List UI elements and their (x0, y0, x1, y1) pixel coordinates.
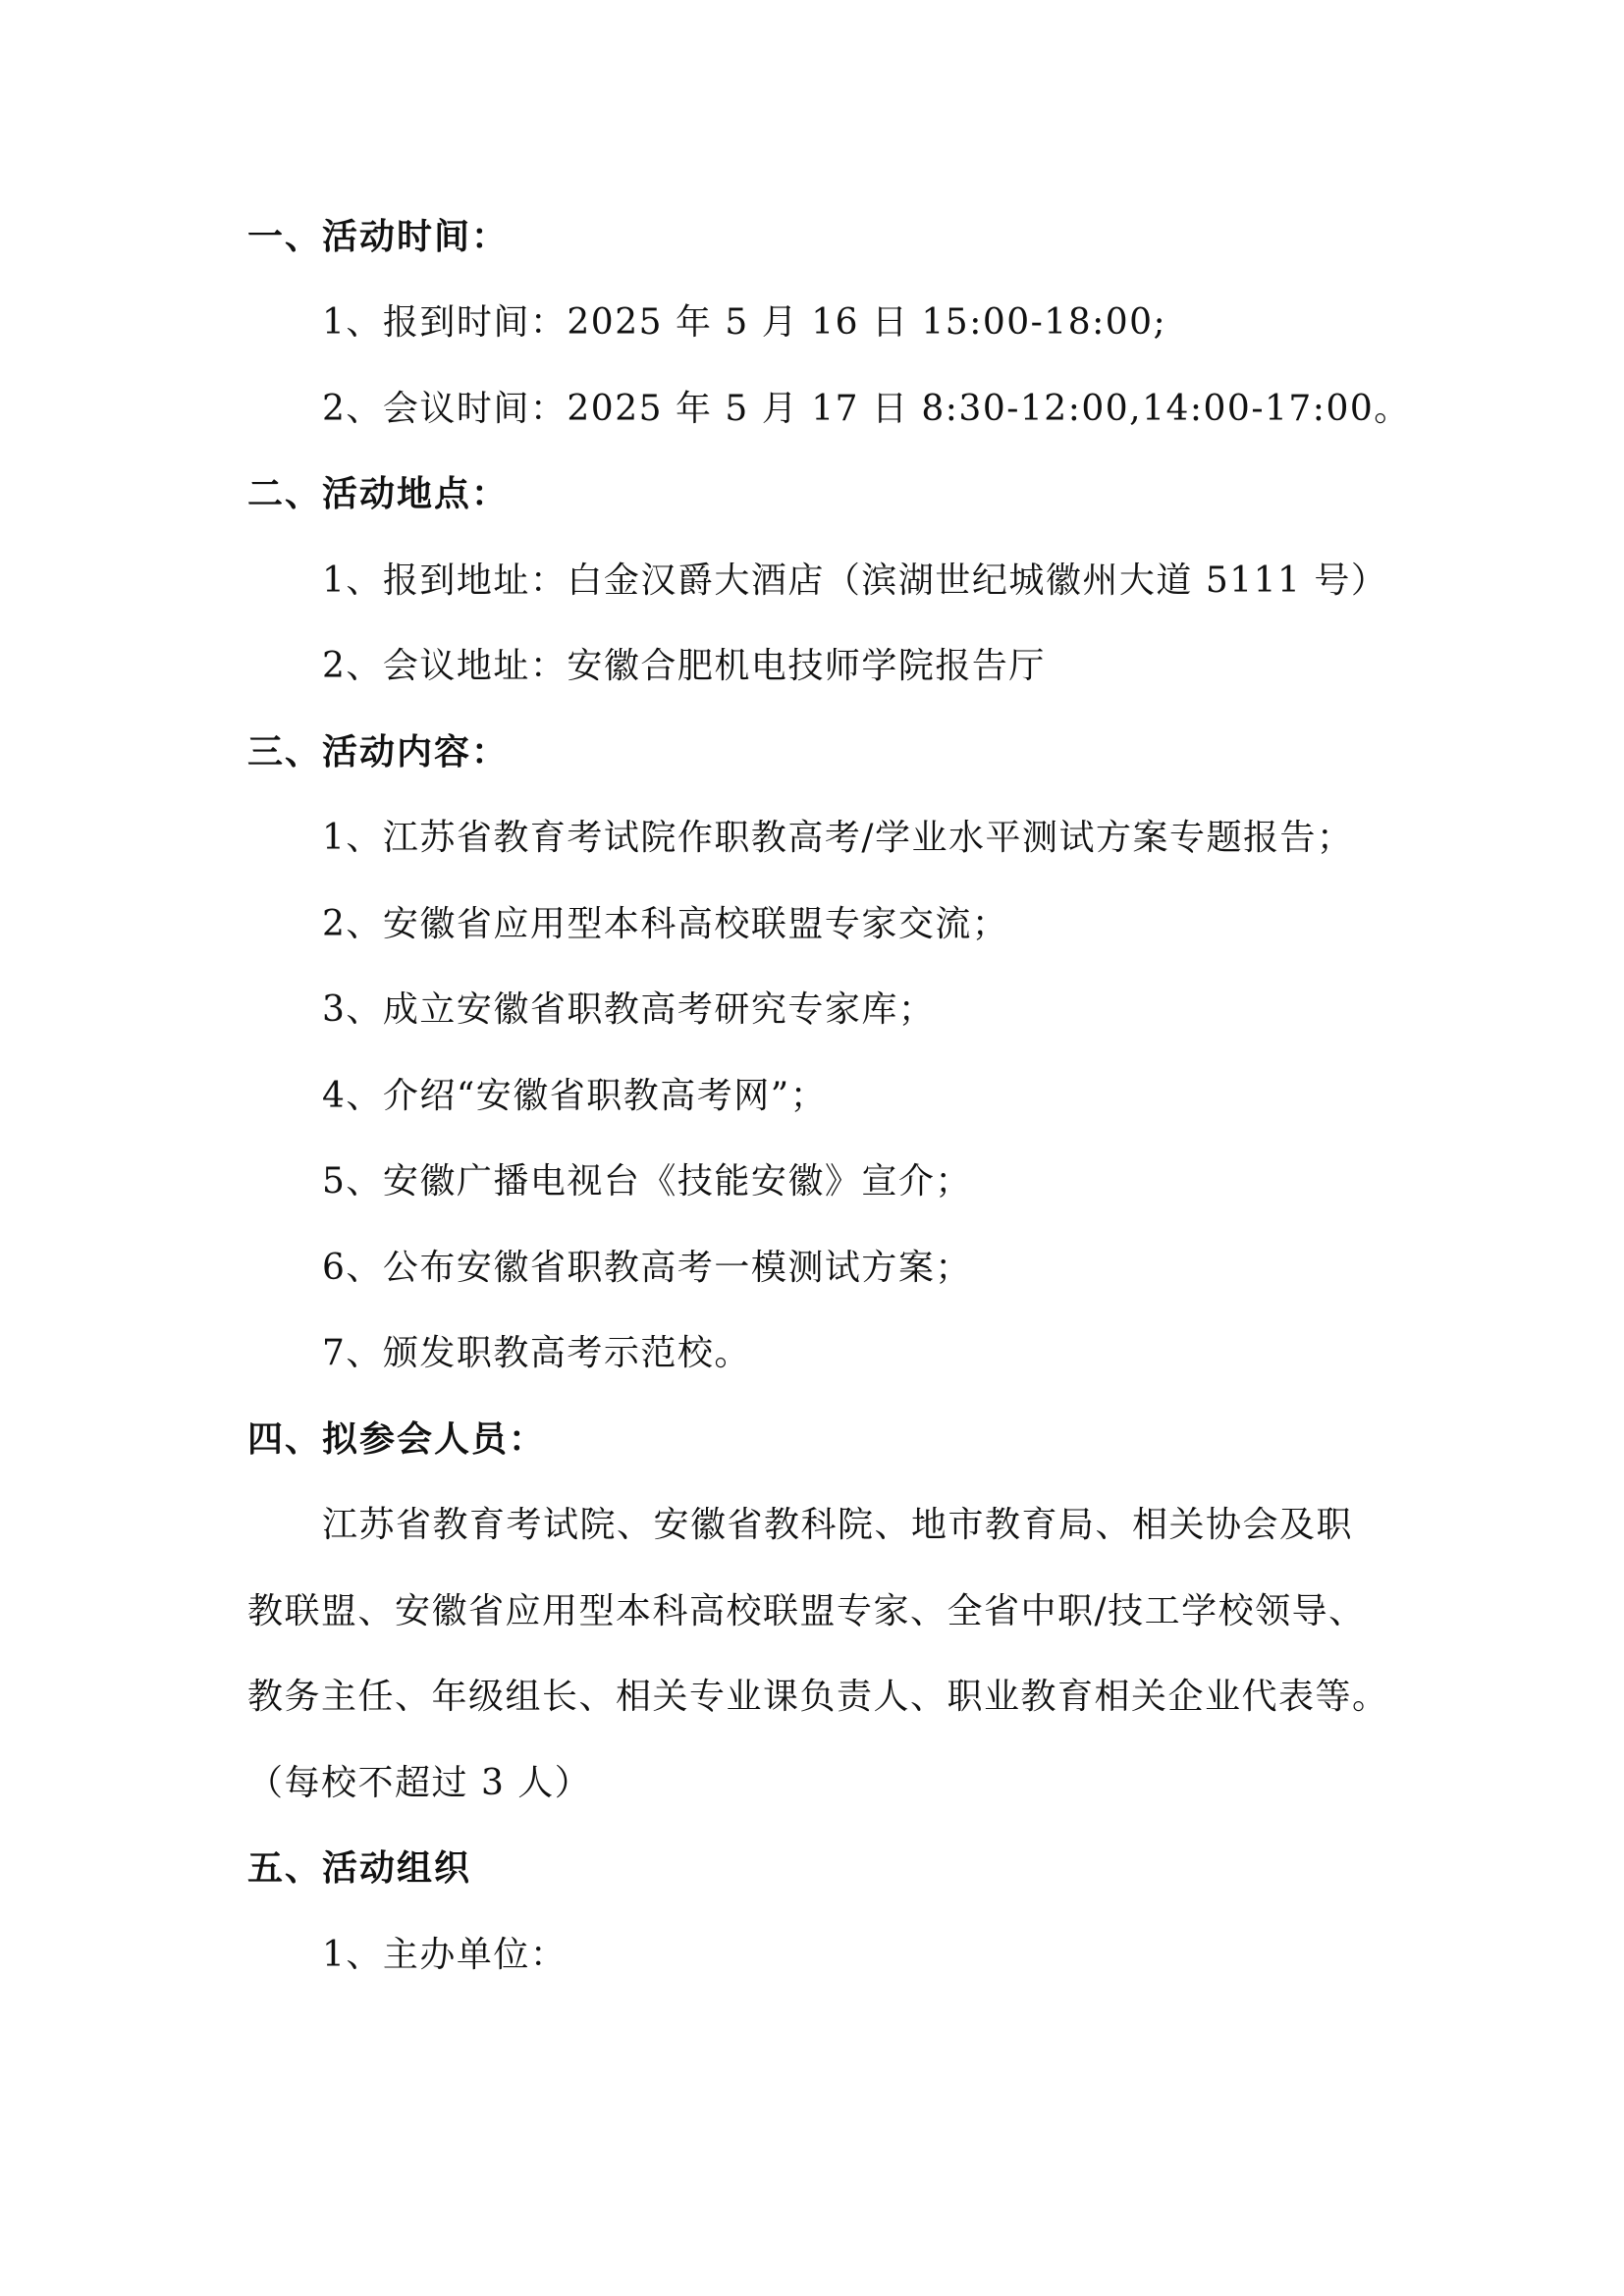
list-item: 1、报到地址：白金汉爵大酒店（滨湖世纪城徽州大道 5111 号） (322, 561, 1388, 601)
list-item: 3、成立安徽省职教高考研究专家库； (322, 989, 936, 1030)
section-heading-organization: 五、活动组织 (247, 1848, 472, 1889)
list-item: 1、主办单位： (322, 1935, 568, 1975)
list-item: 2、会议地址：安徽合肥机电技师学院报告厅 (322, 646, 1046, 686)
paragraph-line: 江苏省教育考试院、安徽省教科院、地市教育局、相关协会及职 (322, 1505, 1354, 1545)
section-heading-participants: 四、拟参会人员： (247, 1419, 547, 1460)
paragraph-line: 教务主任、年级组长、相关专业课负责人、职业教育相关企业代表等。 (247, 1677, 1389, 1717)
section-heading-time: 一、活动时间： (247, 217, 510, 257)
list-item: 1、江苏省教育考试院作职教高考/学业水平测试方案专题报告； (322, 818, 1354, 858)
list-item: 4、介绍“安徽省职教高考网”； (322, 1076, 828, 1116)
list-item: 2、安徽省应用型本科高校联盟专家交流； (322, 904, 1009, 944)
list-item: 1、报到时间：2025 年 5 月 16 日 15:00-18:00; (322, 302, 1167, 343)
paragraph-line: （每校不超过 3 人） (247, 1763, 592, 1803)
list-item: 5、安徽广播电视台《技能安徽》宣介； (322, 1161, 972, 1201)
list-item: 2、会议时间：2025 年 5 月 17 日 8:30-12:00,14:00-17:00。 (322, 389, 1411, 429)
paragraph-line: 教联盟、安徽省应用型本科高校联盟专家、全省中职/技工学校领导、 (247, 1591, 1366, 1631)
section-heading-location: 二、活动地点： (247, 474, 510, 514)
section-heading-content: 三、活动内容： (247, 732, 510, 773)
list-item: 6、公布安徽省职教高考一模测试方案； (322, 1248, 972, 1288)
list-item: 7、颁发职教高考示范校。 (322, 1333, 751, 1373)
